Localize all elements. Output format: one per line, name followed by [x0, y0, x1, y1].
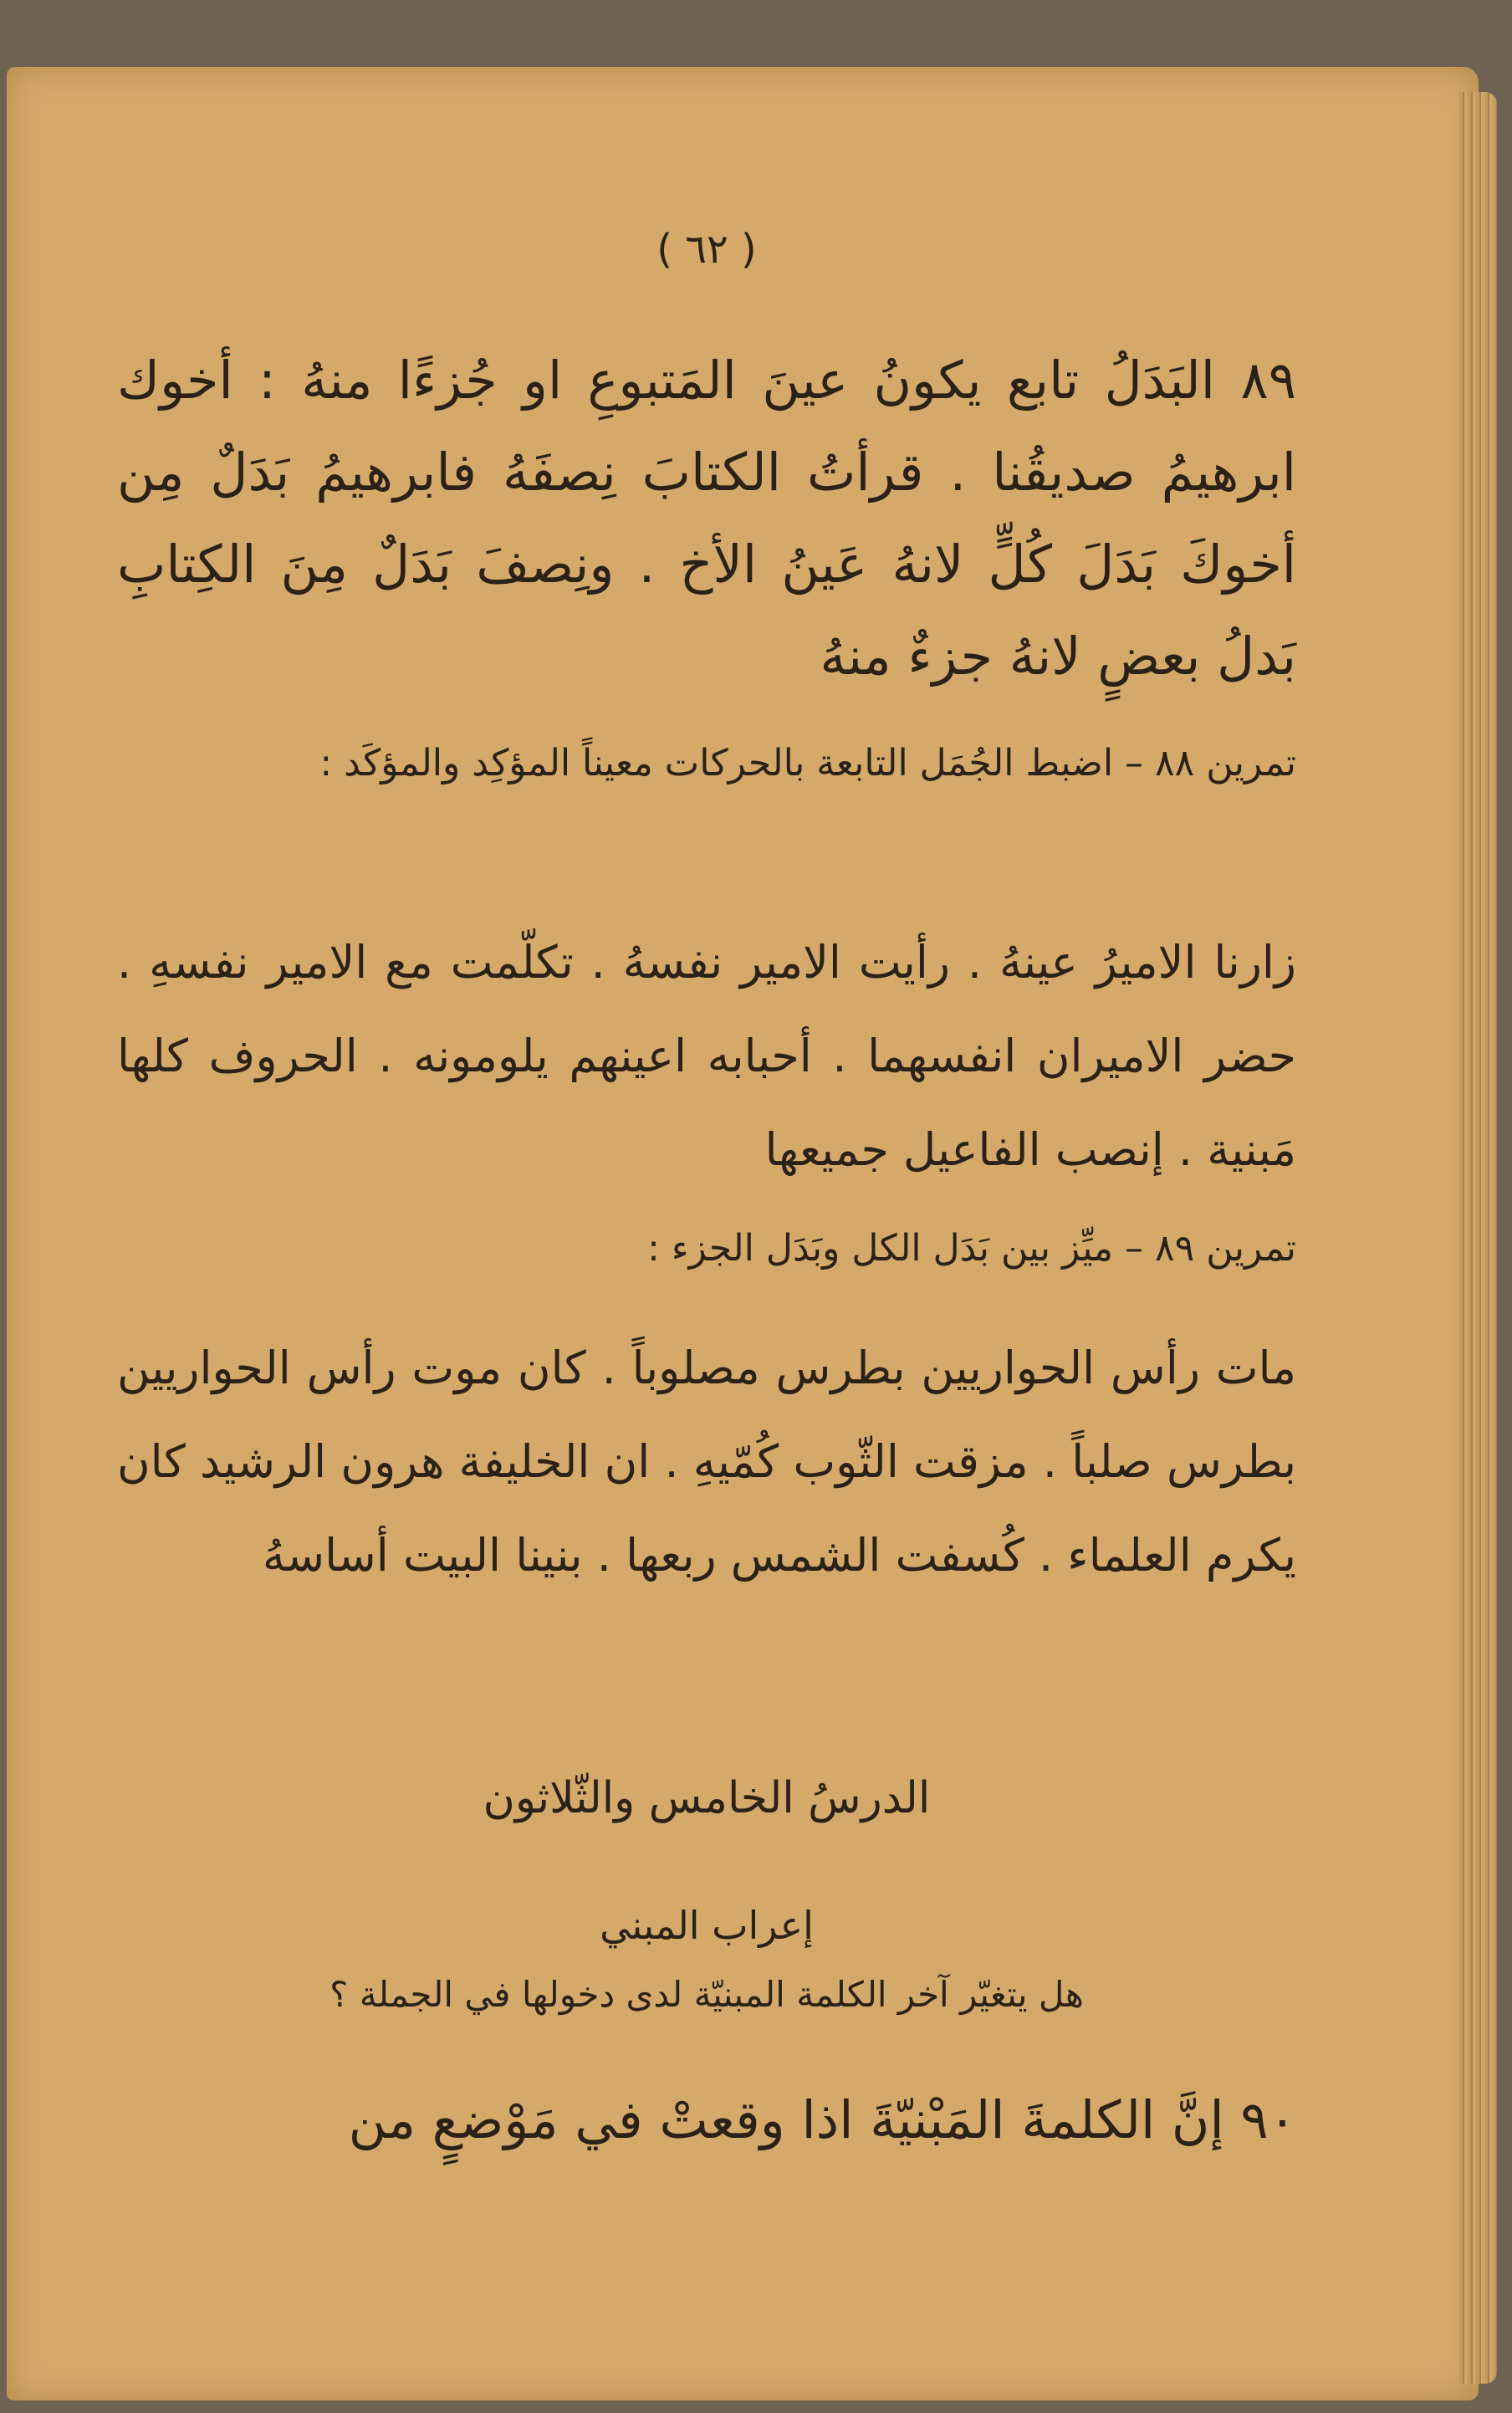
- exercise-89-body: مات رأس الحواريين بطرس مصلوباً . كان موت رأس الحواريين بطرس صلباً . مزقت الثّوب كُمّيهِ . ان الخليفة هرون الرشيد كان يكرم العلماء . كُسفت الشمس ربعها . بنينا البيت أساسهُ: [117, 1342, 1296, 1582]
- exercise-89-title: تمرين ٨٩ – ميِّز بين بَدَل الكل وبَدَل الجزء :: [647, 1227, 1296, 1270]
- lesson-question: هل يتغيّر آخر الكلمة المبنيّة لدى دخولها في الجملة ؟: [329, 1974, 1084, 2015]
- lesson-subtitle: إعراب المبني: [600, 1903, 814, 1948]
- page-number: ( ٦٢ ): [656, 226, 757, 273]
- page-edges: [1459, 92, 1497, 2384]
- exercise-88-body: زارنا الاميرُ عينهُ . رأيت الامير نفسهُ . تكلّمت مع الامير نفسهِ . حضر الاميران انفسهما . أحبابه اعينهم يلومونه . الحروف كلها مَبنية . إنصب الفاعيل جميعها: [117, 936, 1296, 1176]
- exercise-88-title: تمرين ٨٨ – اضبط الجُمَل التابعة بالحركات معيناً المؤكِد والمؤكَد :: [319, 742, 1296, 785]
- lesson-title: الدرسُ الخامس والثّلاثون: [483, 1773, 931, 1823]
- rule-89: ٨٩ البَدَلُ تابع يكونُ عينَ المَتبوعِ او جُزءًا منهُ : أخوك ابرهيمُ صديقُنا . قرأتُ الكتابَ نِصفَهُ فابرهيمُ بَدَلٌ مِن أخوكَ بَدَلَ كُلٍّ لانهُ عَينُ الأخ . ونِصفَ بَدَلٌ مِنَ الكِتابِ بَدلُ بعضٍ لانهُ جزءٌ منهُ: [117, 350, 1296, 687]
- rule-90: ٩٠ إنَّ الكلمةَ المَبْنيّةَ اذا وقعتْ في مَوْضعٍ من: [348, 2089, 1296, 2150]
